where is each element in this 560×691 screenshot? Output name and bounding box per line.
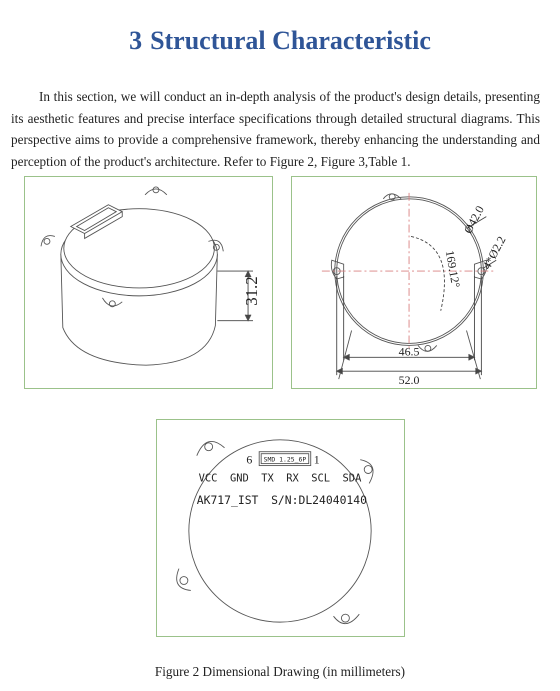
outer-width-label: 52.0 bbox=[398, 373, 420, 388]
pin-six-label: 6 bbox=[246, 452, 253, 467]
section-number: 3 bbox=[129, 26, 143, 55]
height-dimension-label: 31.2 bbox=[241, 276, 261, 306]
mounting-hole-label: 4*Ø2.2 bbox=[479, 233, 509, 272]
front-face-drawing bbox=[157, 420, 404, 636]
top-view-figure bbox=[291, 176, 537, 389]
pin-assignment-label: VCC GND TX RX SCL SDA bbox=[198, 472, 362, 485]
figure-caption: Figure 2 Dimensional Drawing (in millimeters) bbox=[154, 664, 406, 679]
top-view-drawing bbox=[292, 177, 536, 388]
section-heading bbox=[0, 26, 560, 56]
connector-label: SMD 1.25_6P bbox=[263, 455, 307, 464]
isometric-drawing bbox=[25, 177, 272, 388]
section-title: Structural Characteristic bbox=[150, 26, 431, 55]
angle-label: 169.12° bbox=[442, 249, 464, 289]
isometric-view-figure bbox=[24, 176, 273, 389]
serial-number-label: S/N:DL24040140 bbox=[271, 493, 367, 508]
diameter-label: Ø42.0 bbox=[460, 203, 487, 236]
intro-paragraph: In this section, we will conduct an in-depth analysis of the product's design details, presenting its aesthetic features and precise interface specifications through detailed structural diagrams. This perspective aims to provide a comprehensive framework, thereby enhancing the understanding and perception of the product's architecture. Refer to Figure 2, Figure 3,Table 1. bbox=[11, 89, 540, 169]
inner-width-label: 46.5 bbox=[398, 344, 420, 359]
pin-one-label: 1 bbox=[313, 452, 320, 467]
front-face-figure bbox=[156, 419, 405, 637]
model-label: AK717_IST bbox=[196, 493, 259, 508]
